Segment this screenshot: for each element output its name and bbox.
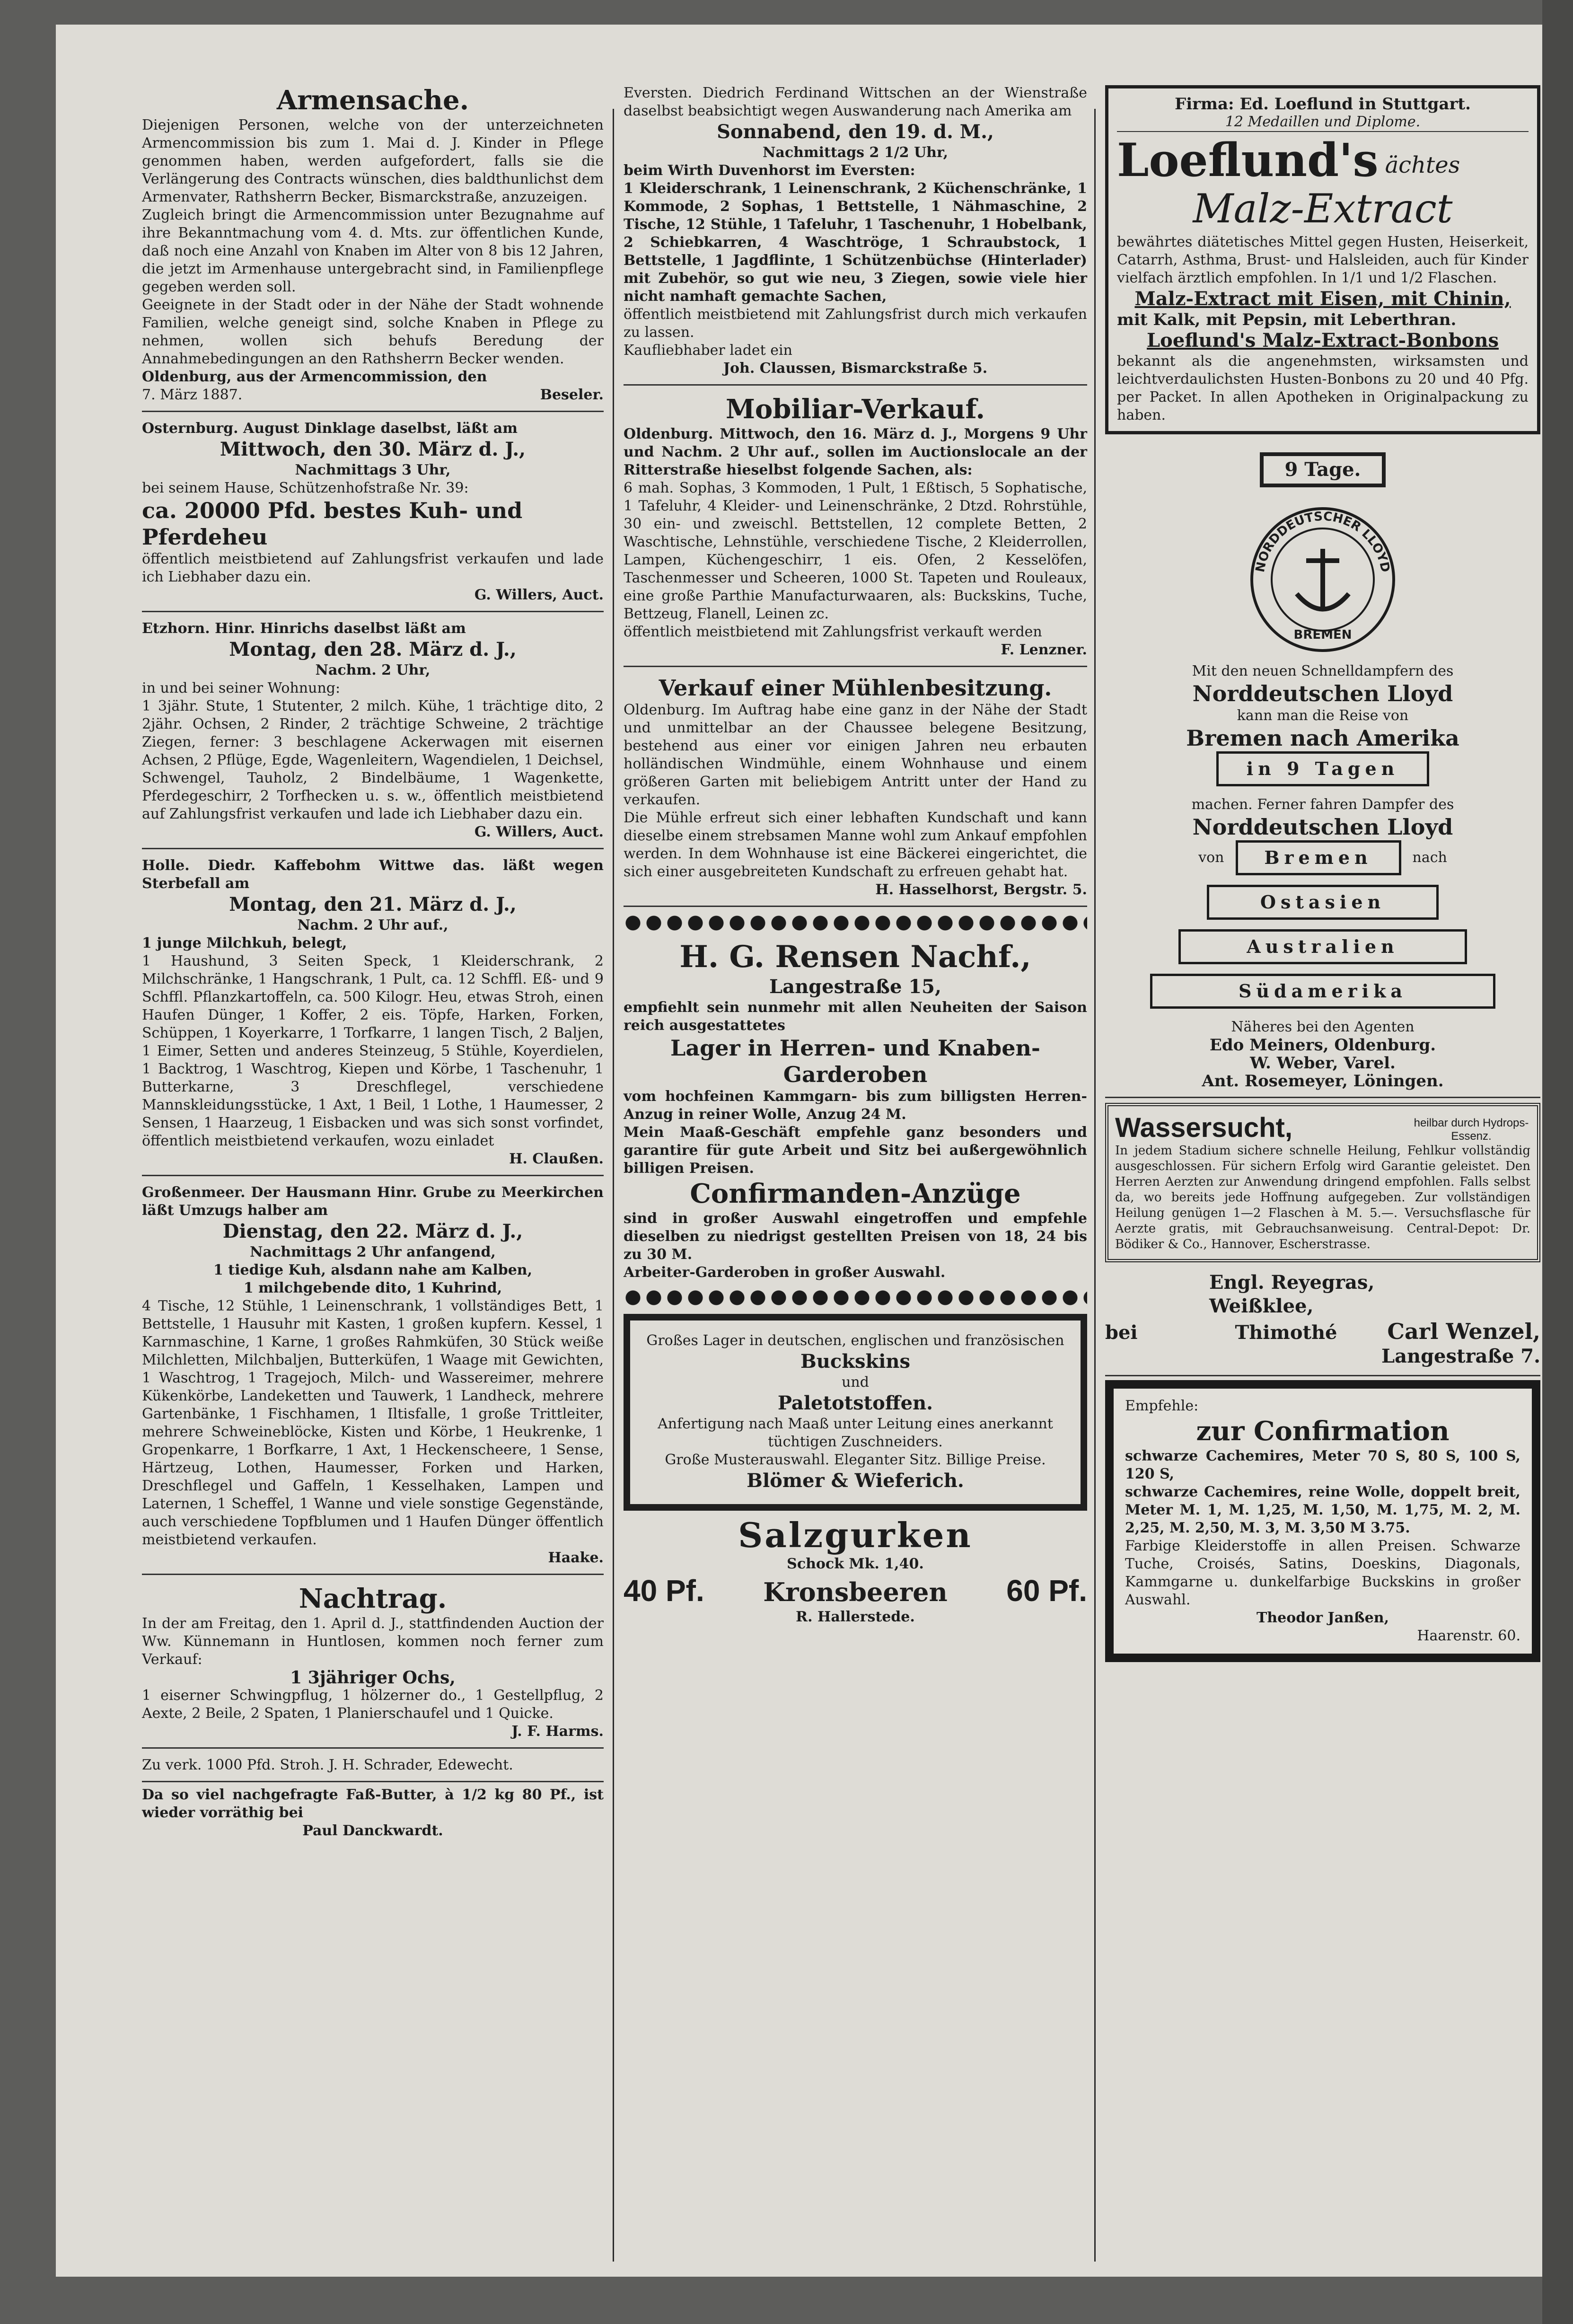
ad-text: Mein Maaß-Geschäft empfehle ganz besonders und garantire für gute Arbeit und Sitz bei außergewöhnlich billigen Preisen.: [624, 1124, 1087, 1177]
page-edge-shadow: [1542, 0, 1573, 2324]
ad-rensen: [624, 939, 1087, 1282]
ad-date-line: Sonnabend, den 19. d. M.,: [717, 121, 994, 143]
ad-place: Oldenburg, aus der Armencommission, den: [142, 369, 487, 385]
label-box: in 9 Tagen: [1216, 751, 1429, 786]
ad-address: Langestraße 7.: [1381, 1345, 1540, 1367]
ad-headline: Confirmanden-Anzüge: [690, 1178, 1021, 1209]
ad-text: kann man die Reise von: [1237, 707, 1409, 724]
ad-text: Farbige Kleiderstoffe in allen Preisen. Schwarze Tuche, Croisés, Satins, Doeskins, Diagonals, Kammgarne u. dunkelfarbige Buckskins in großer Auswahl.: [1125, 1538, 1520, 1608]
ad-text: öffentlich meistbietend mit Zahlungsfrist verkauft werden: [624, 624, 1042, 640]
ad-price: Schock Mk. 1,40.: [787, 1556, 924, 1572]
ad-headline: Paletotstoffen.: [777, 1392, 933, 1414]
column-rule-2: [1094, 109, 1096, 2262]
ad-signature: Beseler.: [540, 387, 604, 403]
ad-date-line: Dienstag, den 22. März d. J.,: [222, 1220, 523, 1242]
destination-box: Australien: [1178, 929, 1467, 964]
ad-butter: [142, 1786, 604, 1840]
ad-item: Thimothé: [1235, 1321, 1337, 1344]
ad-address: Langestraße 15,: [769, 976, 941, 998]
ad-item: 1 junge Milchkuh, belegt,: [142, 935, 347, 951]
brand-name: Loeflund's: [1117, 133, 1379, 187]
ad-text: Näheres bei den Agenten: [1231, 1019, 1415, 1035]
ad-time: Nachmittags 3 Uhr,: [295, 462, 451, 478]
ad-text: Da so viel nachgefragte Faß-Butter, à 1/2 kg 80 Pf., ist wieder vorräthig bei: [142, 1787, 604, 1821]
ad-date-line: Mittwoch, den 30. März d. J.,: [220, 438, 526, 460]
ad-lloyd: [1105, 439, 1540, 1098]
ad-signature: Paul Danckwardt.: [302, 1822, 443, 1839]
ad-text: Zu verk. 1000 Pfd. Stroh. J. H. Schrader, Edewecht.: [142, 1757, 513, 1773]
lloyd-seal: [1228, 497, 1417, 662]
column-3: [1105, 80, 1540, 1662]
ad-janssen: [1105, 1380, 1540, 1662]
ad-location: in und bei seiner Wohnung:: [142, 680, 341, 696]
agent-name: Ant. Rosemeyer, Löningen.: [1202, 1072, 1444, 1091]
ad-text: mit Kalk, mit Pepsin, mit Leberthran.: [1117, 310, 1457, 329]
ad-items: 6 mah. Sophas, 3 Kommoden, 1 Pult, 1 Eßtisch, 5 Sophatische, 1 Tafeluhr, 4 Kleider- und Leinenschränke, 2 Dtzd. Rohrstühle, 30 ein- und zweischl. Bettstellen, 12 complete Betten, 2 Waschtische, Lehnstühle, verschiedene Tische, 2 Kleiderrollen, Lampen, Küchengeschirr, 1 eis. Ofen, 2 Kesselöfen, Taschenmesser und Scheeren, 1000 St. Tapeten und Rouleaux, eine große Parthie Manufacturwaaren, als: Buckskins, Tuche, Bettzeug, Flanell, Leinen zc.: [624, 480, 1087, 622]
destination-box: Ostasien: [1207, 885, 1439, 920]
ad-mobiliar: [624, 389, 1087, 667]
ad-firm: Carl Wenzel,: [1387, 1319, 1540, 1344]
ad-items: 1 Kleiderschrank, 1 Leinenschrank, 2 Küchenschränke, 1 Kommode, 2 Sophas, 1 Bettstelle, 1 Nähmaschine, 2 Tische, 12 Stühle, 1 Tafeluhr, 1 Taschenuhr, 1 Hobelbank, 2 Schiebkarren, 4 Waschtröge, 1 Schraubstock, 1 Bettstelle, 1 Jagdflinte, 1 Schützenbüchse (Hinterlader) mit Zubehör, so gut wie neu, 3 Ziegen, sowie viele hier nicht namhaft gemachte Sachen,: [624, 180, 1087, 305]
product-title: Malz-Extract: [1193, 185, 1453, 232]
ad-title: Verkauf einer Mühlenbesitzung.: [659, 675, 1052, 701]
ad-holle: [142, 853, 604, 1176]
ad-signature: G. Willers, Auct.: [474, 824, 604, 840]
ad-paragraph: Diejenigen Personen, welche von der unterzeichneten Armencommission bis zum 1. Mai d. J. Kinder in Pflege genommen haben, werden aufgefordert, falls sie die Verlängerung des Contracts wünschen, dies baldthunlichst dem Armenvater, Rathsherrn Becker, Bismarckstraße, anzuzeigen.: [142, 117, 604, 205]
ad-text: öffentlich meistbietend mit Zahlungsfrist durch mich verkaufen zu lassen.: [624, 306, 1087, 341]
ad-headline: Loeflund's Malz-Extract-Bonbons: [1147, 329, 1499, 352]
ad-time: Nachmittags 2 1/2 Uhr,: [762, 144, 949, 161]
column-rule-1: [613, 109, 614, 2262]
ad-headline: Buckskins: [800, 1350, 910, 1373]
ad-text: Große Musterauswahl. Eleganter Sitz. Billige Preise.: [665, 1452, 1046, 1468]
price-right: 60 Pf.: [1006, 1574, 1087, 1608]
ad-items: 4 Tische, 12 Stühle, 1 Leinenschrank, 1 vollständiges Bett, 1 Bettstelle, 1 Hausuhr mit Kasten, 1 großen kupfern. Kessel, 1 Karnmaschine, 1 Karne, 1 großes Rahmküfen, 30 Stück weiße Milchletten, Milchbaljen, Butterküfen, 1 Waage mit Gewichten, 1 Waschtrog, 1 Tragejoch, Milch- und Wassereimer, mehrere Kükenkörbe, Landeketten und Tauwerk, 1 Landheck, mehrere Gartenbänke, 1 Fischhamen, 1 Iltisfalle, 1 große Trittleiter, mehrere Schweineblöcke, Kisten und Körbe, 1 Heukrenke, 1 Gropenkarre, 1 Borfkarre, 1 Axt, 1 Heckenscheere, 1 Sense, Härtzeug, Lothen, Haumesser, Forken und Harken, Dreschflegel und Gaffeln, 1 Kesselhaken, Lampen und Laternen, 1 Scheffel, 1 Wanne und viele sonstige Gegenstände, auch verschiedene Topfblumen und 1 Haufen Dünger öffentlich meistbietend verkaufen.: [142, 1298, 604, 1548]
anchor-icon: [1297, 549, 1349, 610]
ad-time: Nachmittags 2 Uhr anfangend,: [250, 1244, 496, 1260]
ad-firm: Firma: Ed. Loeflund in Stuttgart.: [1175, 95, 1471, 114]
ad-title: zur Confirmation: [1196, 1416, 1450, 1447]
label-box: Bremen: [1236, 840, 1401, 875]
ad-location: bei seinem Hause, Schützenhofstraße Nr. 39:: [142, 480, 469, 496]
ad-text: öffentlich meistbietend auf Zahlungsfrist verkaufen und lade ich Liebhaber dazu ein.: [142, 551, 604, 585]
ad-text: Eversten. Diedrich Ferdinand Wittschen an der Wienstraße daselbst beabsichtigt wegen Auswanderung nach Amerika am: [624, 85, 1087, 119]
ad-paragraph: Geeignete in der Stadt oder in der Nähe der Stadt wohnende Familien, welche geneigt sind, solche Knaben in Pflege zu nehmen, wollen sich behufs Beredung der Annahmebedingungen an den Rathsherrn Becker wenden.: [142, 297, 604, 367]
ad-intro: Holle. Diedr. Kaffebohm Wittwe das. läßt wegen Sterbefall am: [142, 857, 604, 892]
price-left: 40 Pf.: [624, 1574, 704, 1608]
ad-headline: Norddeutschen Lloyd: [1192, 681, 1453, 706]
ad-text: bekannt als die angenehmsten, wirksamsten und leichtverdaulichsten Husten-Bonbons zu 20 und 40 Pfg. per Packet. In allen Apotheken in Originalpackung zu haben.: [1117, 353, 1529, 423]
ad-time: Nachm. 2 Uhr auf.,: [297, 917, 448, 933]
seal-text-bottom: BREMEN: [1293, 628, 1352, 642]
ad-text: und: [842, 1374, 869, 1391]
ad-text: von: [1198, 849, 1224, 866]
ad-date-line: Montag, den 28. März d. J.,: [229, 638, 517, 660]
ad-headline: ca. 20000 Pfd. bestes Kuh- und Pferdeheu: [142, 498, 523, 550]
ad-wenzel: [1105, 1267, 1540, 1376]
ad-text: schwarze Cachemires, reine Wolle, doppelt breit, Meter M. 1, M. 1,25, M. 1,50, M. 1,75, M. 2, M. 2,25, M. 2,50, M. 3, M. 3,50 M 3.75.: [1125, 1484, 1520, 1536]
ad-etzhorn: [142, 616, 604, 849]
ad-date: 7. März 1887.: [142, 387, 243, 403]
ad-signature: H. Claußen.: [509, 1151, 604, 1167]
ad-signature: Joh. Claussen, Bismarckstraße 5.: [723, 360, 988, 377]
ad-signature: Haake.: [548, 1549, 604, 1566]
ad-title: H. G. Rensen Nachf.,: [679, 939, 1031, 975]
column-1: [142, 80, 604, 1840]
brand-subtitle: ächtes: [1385, 152, 1460, 178]
ad-item: 1 milchgebende dito, 1 Kuhrind,: [243, 1280, 502, 1296]
ad-text: Empfehle:: [1125, 1398, 1199, 1414]
ad-item: 1 tiedige Kuh, alsdann nahe am Kalben,: [213, 1262, 533, 1278]
ad-time: Nachm. 2 Uhr,: [315, 662, 431, 678]
ad-text: In der am Freitag, den 1. April d. J., stattfindenden Auction der Ww. Künnemann in Huntlosen, kommen noch ferner zum Verkauf:: [142, 1615, 604, 1668]
ad-eversten: [624, 80, 1087, 386]
seal-text-top: NORDDEUTSCHER LLOYD: [1253, 509, 1393, 574]
ad-paragraph: Oldenburg. Im Auftrag habe eine ganz in der Nähe der Stadt und unmittelbar an der Chaussee belegene Besitzung, bestehend aus einer vor einigen Jahren neu erbauten holländischen Windmühle, einem Wohnhause und einem größeren Garten mit beliebigem Antritt unter der Hand zu verkaufen.: [624, 702, 1087, 808]
ad-title: Mobiliar-Verkauf.: [725, 394, 985, 425]
ad-item: Weißklee,: [1209, 1295, 1314, 1317]
ad-headline: Norddeutschen Lloyd: [1192, 814, 1453, 840]
ad-text: schwarze Cachemires, Meter 70 S, 80 S, 100 S, 120 S,: [1125, 1448, 1520, 1482]
agent-name: W. Weber, Varel.: [1250, 1054, 1396, 1073]
ad-items: 1 3jähr. Stute, 1 Stutenter, 2 milch. Kühe, 1 trächtige dito, 2 2jähr. Ochsen, 2 Rinder, 2 trächtige Schweine, 2 trächtige Ziegen, ferner: 3 beschlagene Ackerwagen mit eisernen Achsen, 2 Pflüge, Egde, Wagenleitern, Wagendielen, 1 Deichsel, Schwengel, Tauholz, 2 Bindelbäume, 1 Wagenkette, Pferdegeschirr, 2 Torfhecken u. s. w., öffentlich meistbietend auf Zahlungsfrist verkaufen und lade ich Liebhaber dazu ein.: [142, 698, 604, 822]
ad-signature: G. Willers, Auct.: [474, 587, 604, 603]
destination-box: Südamerika: [1150, 974, 1495, 1009]
ad-headline: Malz-Extract mit Eisen, mit Chinin,: [1134, 288, 1511, 310]
ad-text: Großes Lager in deutschen, englischen und französischen: [646, 1332, 1064, 1349]
ad-armensache: [142, 80, 604, 412]
ad-items: 1 eiserner Schwingpflug, 1 hölzerner do., 1 Gestellpflug, 2 Aexte, 2 Beile, 2 Spaten, 1 Planierschaufel und 1 Quicke.: [142, 1687, 604, 1722]
ad-location: beim Wirth Duvenhorst im Eversten:: [624, 162, 915, 179]
ad-salzgurken: [624, 1515, 1087, 1626]
ad-intro: Etzhorn. Hinr. Hinrichs daselbst läßt am: [142, 620, 466, 637]
ad-paragraph: Zugleich bringt die Armencommission unter Bezugnahme auf ihre Bekanntmachung vom 4. d. Mts. zur öffentlichen Kunde, daß noch eine Anzahl von Knaben im Alter von 8 bis 12 Jahren, die jetzt im Armenhause untergebracht sind, in Familienpflege gegeben werden soll.: [142, 207, 604, 295]
product-name: Kronsbeeren: [763, 1577, 948, 1607]
ad-signature: J. F. Harms.: [511, 1723, 604, 1740]
ad-text: vom hochfeinen Kammgarn- bis zum billigsten Herren-Anzug in reiner Wolle, Anzug 24 M.: [624, 1088, 1087, 1123]
agent-name: Edo Meiners, Oldenburg.: [1209, 1036, 1436, 1055]
ad-loeflund: [1105, 85, 1540, 434]
ad-intro: Oldenburg. Mittwoch, den 16. März d. J., Morgens 9 Uhr und Nachm. 2 Uhr auf., sollen im Auctionslocale an der Ritterstraße hieselbst folgende Sachen, als:: [624, 426, 1087, 478]
ad-text: Kaufliebhaber ladet ein: [624, 342, 792, 359]
ad-text: 12 Medaillen und Diplome.: [1117, 113, 1529, 132]
ad-paragraph: Die Mühle erfreut sich einer lebhaften Kundschaft und kann dieselbe einem strebsamen Manne wohl zum Ankauf empfohlen werden. In dem Wohnhause ist eine Bäckerei eingerichtet, die sich einer ausgebreiteten Kundschaft zu erfreuen gehabt hat.: [624, 810, 1087, 880]
ad-text: nach: [1412, 849, 1447, 866]
ad-signature: H. Hasselhorst, Bergstr. 5.: [875, 881, 1087, 898]
ad-title: Nachtrag.: [299, 1583, 447, 1614]
ad-address: Haarenstr. 60.: [1417, 1628, 1520, 1644]
ad-text: bewährtes diätetisches Mittel gegen Husten, Heiserkeit, Catarrh, Asthma, Brust- und Halsleiden, auch für Kinder vielfach ärztlich empfohlen. In 1/1 und 1/2 Flaschen.: [1117, 234, 1529, 286]
ad-title: Salzgurken: [738, 1515, 973, 1555]
ad-signature: F. Lenzner.: [1001, 642, 1087, 658]
dot-border: [624, 1288, 1087, 1307]
ad-bloemer: [624, 1314, 1087, 1511]
ad-intro: Großenmeer. Der Hausmann Hinr. Grube zu Meerkirchen läßt Umzugs halber am: [142, 1184, 604, 1219]
ad-grossenmeer: [142, 1180, 604, 1575]
ad-signature: Theodor Janßen,: [1256, 1610, 1389, 1626]
ad-firm: Blömer & Wieferich.: [747, 1470, 964, 1492]
badge-9-tage: [1260, 452, 1386, 487]
ad-text: machen. Ferner fahren Dampfer des: [1191, 796, 1454, 813]
dot-border: [624, 914, 1087, 933]
ad-text: sind in großer Auswahl eingetroffen und empfehle dieselben zu niedrigst gestellten Preisen von 18, 24 bis zu 30 M.: [624, 1210, 1087, 1263]
ad-title: Armensache.: [276, 85, 469, 116]
ad-text: empfiehlt sein nunmehr mit allen Neuheiten der Saison reich ausgestattetes: [624, 999, 1087, 1034]
ad-signature: R. Hallerstede.: [796, 1609, 915, 1625]
ad-text: Arbeiter-Garderoben in großer Auswahl.: [624, 1264, 946, 1281]
ad-date-line: Montag, den 21. März d. J.,: [229, 893, 517, 916]
ad-intro: Osternburg. August Dinklage daselbst, läßt am: [142, 420, 518, 437]
ad-item: Engl. Reyegras,: [1209, 1271, 1375, 1294]
ad-item: 1 3jähriger Ochs,: [290, 1668, 456, 1688]
badge-label: 9 Tage.: [1284, 458, 1361, 481]
ad-stroh: [142, 1752, 604, 1782]
ad-items: 1 Haushund, 3 Seiten Speck, 1 Kleiderschrank, 2 Milchschränke, 1 Hangschrank, 1 Pult, ca. 12 Schffl. Eß- und 9 Schffl. Pflanzkartoffeln, ca. 500 Kilogr. Heu, etwas Stroh, einen Haufen Dünger, 1 Koffer, 2 eis. Töpfe, Harken, Forken, Schüppen, 1 Koyerkarre, 1 Torfkarre, 1 langen Tisch, 2 Baljen, 1 Eimer, Setten und anderes Steinzeug, 5 Stühle, Koyerdielen, 1 Backtrog, 1 Waschtrog, Kiepen und Körbe, 1 Taschenuhr, 1 Butterkarne, 3 Dreschflegel, verschiedene Mannskleidungsstücke, 1 Axt, 1 Beil, 1 Lothe, 1 Haumesser, 2 Sensen, 1 Haarzeug, 1 Eisbacken und was sich sonst vorfindet, öffentlich meistbietend verkaufen, wozu einladet: [142, 953, 604, 1149]
ad-wassersucht: [1105, 1103, 1540, 1262]
ad-subtitle: heilbar durch Hydrops-Essenz.: [1414, 1117, 1529, 1143]
ad-osterburg: [142, 416, 604, 612]
column-2: [624, 80, 1087, 1626]
ad-nachtrag: [142, 1579, 604, 1749]
ad-text: Anfertigung nach Maaß unter Leitung eines anerkannt tüchtigen Zuschneiders.: [658, 1416, 1053, 1450]
ad-text: bei: [1105, 1321, 1138, 1344]
ad-headline: Lager in Herren- und Knaben-Garderoben: [670, 1035, 1041, 1087]
ad-text: Mit den neuen Schnelldampfern des: [1192, 663, 1454, 679]
ad-text: In jedem Stadium sichere schnelle Heilung, Fehlkur vollständig ausgeschlossen. Für sichern Erfolg wird Garantie geleistet. Den Herren Aerzten zur Anwendung dringend empfohlen. Falls selbst da, wo bereits jede Hoffnung aufgegeben. Zur vollständigen Heilung genügen 1—2 Flaschen à M. 5.—. Versuchsflasche für Aerzte gratis, mit Gebrauchsanweisung. Central-Depot: Dr. Bödiker & Co., Hannover, Escherstrasse.: [1115, 1144, 1530, 1251]
ad-headline: Bremen nach Amerika: [1186, 725, 1459, 751]
ad-title: Wassersucht,: [1115, 1112, 1292, 1143]
ad-muehle: [624, 671, 1087, 907]
